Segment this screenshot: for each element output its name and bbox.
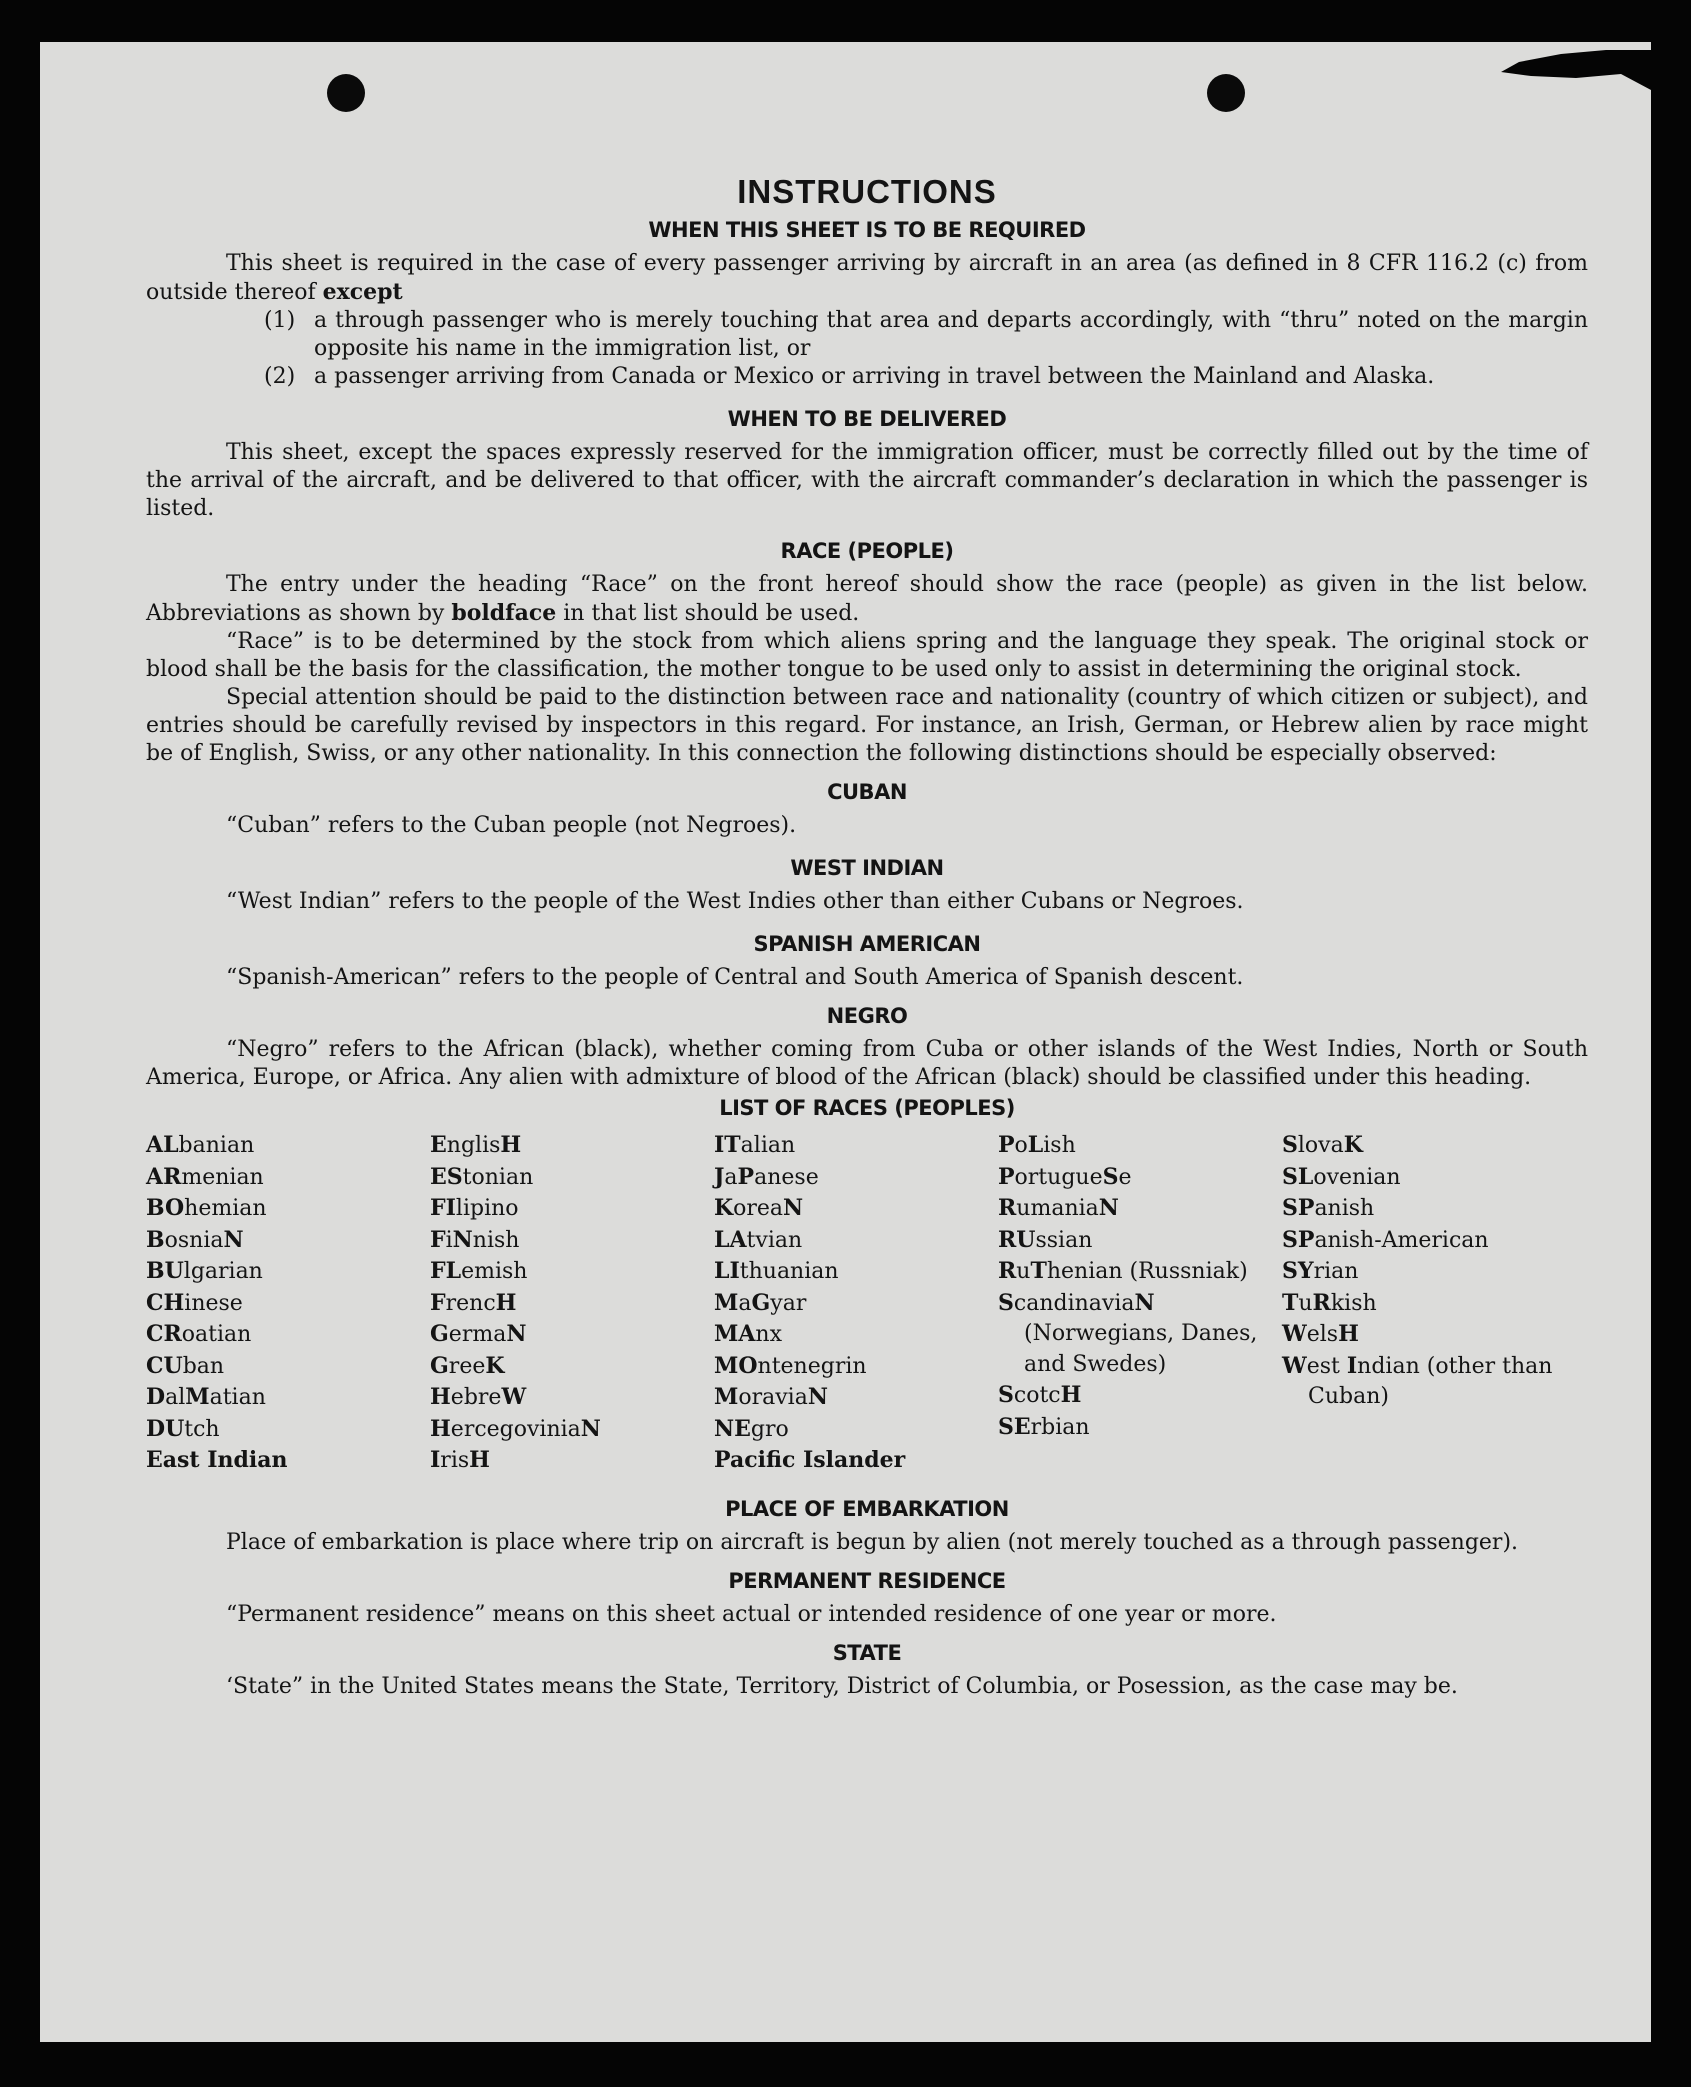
race-text: orea	[733, 1196, 784, 1221]
race-abbreviation: F	[430, 1226, 446, 1253]
race-entry	[714, 1256, 998, 1288]
heading-negro: NEGRO	[826, 1004, 908, 1028]
exception-item-1: (1) a through passenger who is merely touching that area and departs accordingly, with “thru” noted on the margin opposite his name in the immigration list, or	[264, 308, 1588, 361]
race-text: ssian	[1035, 1227, 1093, 1253]
race-entry	[1282, 1130, 1566, 1162]
spanish-american-text: “Spanish-American” refers to the people of Central and South America of Spanish descent.	[226, 965, 1244, 990]
race-text: ovenian	[1313, 1164, 1401, 1190]
race-text: candinavia	[1013, 1290, 1135, 1316]
race-text: o	[1014, 1133, 1028, 1158]
race-abbreviation: S	[1282, 1132, 1298, 1158]
race-abbreviation: N	[506, 1321, 527, 1347]
race-entry	[714, 1319, 998, 1351]
race-entry	[998, 1162, 1282, 1194]
race-text: ortugue	[1014, 1164, 1103, 1190]
race-entry	[146, 1225, 430, 1257]
race-abbreviation: H	[430, 1384, 451, 1410]
race-entry	[430, 1351, 714, 1383]
race-entry	[1282, 1162, 1566, 1194]
race-entry	[998, 1380, 1282, 1412]
race-text: anish	[1314, 1196, 1375, 1221]
race-entry	[430, 1445, 714, 1477]
race-entry	[146, 1193, 430, 1225]
race-text: anish-American	[1314, 1227, 1489, 1253]
race-text: oatian	[181, 1322, 252, 1347]
race-text: tvian	[746, 1227, 803, 1253]
permanent-residence-text: “Permanent residence” means on this sheet actual or intended residence of one year or more.	[226, 1601, 1277, 1627]
race-entry	[714, 1414, 998, 1446]
race-text: gro	[750, 1416, 789, 1442]
race-abbreviation: R	[998, 1258, 1017, 1284]
race-text: yar	[770, 1290, 807, 1316]
race-entry	[430, 1162, 714, 1194]
race-entry	[714, 1225, 998, 1257]
place-of-embarkation-text: Place of embarkation is place where trip on aircraft is begun by alien (not merely touched as a through passenger).	[226, 1529, 1519, 1555]
page-title: INSTRUCTIONS	[737, 173, 997, 210]
race-text: banian	[178, 1133, 255, 1158]
race-entry	[1282, 1193, 1566, 1225]
race-entry	[1282, 1256, 1566, 1288]
race-text: els	[1306, 1322, 1339, 1347]
race-abbreviation: F	[430, 1289, 446, 1316]
race-entry	[146, 1382, 430, 1414]
cuban-text: “Cuban” refers to the Cuban people (not Negroes).	[226, 813, 797, 838]
race-text: i	[445, 1227, 453, 1253]
heading-place-of-embarkation: PLACE OF EMBARKATION	[725, 1496, 1009, 1521]
race-paragraph-3: Special attention should be paid to the distinction between race and nationality (country of which citizen or subject), and entries should be carefully revised by inspectors in this regard. For instance, an Irish, German, or Hebrew alien by race might be of English, Swiss, or any other nationality. In this connection the following distinctions should be especially observed:	[146, 685, 1588, 766]
race-text: alian	[740, 1133, 796, 1158]
race-abbreviation: FL	[430, 1258, 462, 1284]
race-text: (Norwegians, Danes, and Swedes)	[1024, 1321, 1258, 1377]
race-abbreviation: N	[1134, 1289, 1155, 1316]
race-abbreviation: P	[737, 1163, 755, 1190]
race-text: tch	[184, 1416, 220, 1442]
race-entry	[146, 1288, 430, 1320]
race-abbreviation: G	[751, 1289, 771, 1316]
race-text: rbian	[1030, 1414, 1090, 1440]
race-abbreviation: S	[998, 1289, 1014, 1316]
race-abbreviation: S	[998, 1382, 1014, 1408]
races-column	[146, 1130, 430, 1477]
race-text: oravia	[738, 1385, 808, 1410]
race-entry	[430, 1414, 714, 1446]
race-entry	[1282, 1319, 1566, 1351]
race-abbreviation: L	[1027, 1132, 1044, 1158]
race-text: ndian (other than Cuban)	[1308, 1353, 1553, 1409]
race-abbreviation: FI	[430, 1195, 456, 1221]
race-abbreviation: MO	[714, 1352, 758, 1379]
race-text: nish	[472, 1227, 520, 1253]
race-text: nglis	[446, 1133, 501, 1158]
race-text: renc	[445, 1290, 496, 1316]
race-abbreviation: G	[430, 1352, 449, 1379]
race-text: anese	[754, 1164, 819, 1190]
race-paragraph-2: “Race” is to be determined by the stock from which aliens spring and the language they speak. The original stock or blood shall be the basis for the classification, the mother tongue to be used only to assist in determining the original stock.	[146, 629, 1588, 682]
race-abbreviation: DU	[146, 1415, 185, 1442]
race-entry	[430, 1288, 714, 1320]
race-text: ercegovinia	[450, 1416, 581, 1442]
race-entry	[146, 1351, 430, 1383]
race-entry	[430, 1319, 714, 1351]
race-abbreviation: BU	[146, 1258, 184, 1284]
race-text: ban	[182, 1353, 225, 1379]
race-abbreviation: B	[146, 1226, 165, 1253]
race-entry	[430, 1225, 714, 1257]
race-entry	[430, 1193, 714, 1225]
race-abbreviation: CR	[146, 1321, 182, 1347]
race-abbreviation: M	[714, 1384, 739, 1410]
race-entry	[714, 1382, 998, 1414]
race-text: hemian	[184, 1196, 267, 1221]
race-abbreviation: BO	[146, 1195, 185, 1221]
race-text: kish	[1330, 1290, 1377, 1316]
west-indian-text: “West Indian” refers to the people of the West Indies other than either Cubans or Negroes.	[226, 889, 1244, 914]
race-abbreviation: D	[146, 1384, 166, 1410]
race-entry	[998, 1288, 1282, 1381]
race-entry	[146, 1414, 430, 1446]
race-abbreviation: R	[998, 1195, 1017, 1221]
heading-list-of-races: LIST OF RACES (PEOPLES)	[719, 1096, 1015, 1120]
race-abbreviation: K	[1343, 1132, 1363, 1158]
race-abbreviation: W	[1282, 1321, 1307, 1347]
race-entry	[430, 1382, 714, 1414]
race-abbreviation: P	[998, 1163, 1015, 1190]
races-list	[146, 1130, 1588, 1477]
race-abbreviation: T	[1030, 1258, 1047, 1284]
race-entry	[998, 1256, 1282, 1288]
races-column	[998, 1130, 1282, 1477]
race-abbreviation: M	[185, 1384, 210, 1410]
state-text: ‘State” in the United States means the State, Territory, District of Columbia, or Posession, as the case may be.	[226, 1673, 1458, 1699]
race-abbreviation: J	[714, 1163, 725, 1190]
race-abbreviation: S	[1102, 1163, 1119, 1190]
race-text: emish	[461, 1259, 528, 1284]
race-text: ebre	[450, 1385, 502, 1410]
race-abbreviation: AR	[146, 1163, 182, 1190]
race-abbreviation: SY	[1282, 1258, 1314, 1284]
race-entry	[430, 1256, 714, 1288]
race-abbreviation: CU	[146, 1352, 183, 1379]
race-text: cotc	[1013, 1383, 1061, 1408]
race-entry	[714, 1445, 998, 1477]
race-abbreviation: AL	[146, 1132, 179, 1158]
race-entry	[146, 1445, 430, 1477]
document-page	[40, 42, 1651, 2042]
race-abbreviation: H	[1060, 1382, 1082, 1408]
races-column	[714, 1130, 998, 1477]
race-abbreviation: W	[501, 1384, 527, 1410]
race-entry	[998, 1130, 1282, 1162]
heading-race: RACE (PEOPLE)	[780, 539, 954, 563]
race-entry	[1282, 1351, 1566, 1413]
races-column	[430, 1130, 714, 1477]
race-text: inese	[184, 1290, 243, 1316]
race-entry	[998, 1412, 1282, 1444]
race-abbreviation: NE	[714, 1415, 751, 1442]
race-abbreviation: H	[495, 1289, 517, 1316]
race-abbreviation: SE	[998, 1413, 1031, 1440]
race-abbreviation: East Indian	[146, 1447, 288, 1473]
race-abbreviation: N	[223, 1226, 244, 1253]
torn-corner	[1501, 50, 1651, 90]
race-abbreviation: H	[430, 1415, 451, 1442]
race-abbreviation: ES	[430, 1163, 463, 1190]
race-abbreviation: N	[783, 1195, 804, 1221]
race-entry	[714, 1162, 998, 1194]
race-text: erma	[448, 1322, 507, 1347]
race-text: thuanian	[739, 1259, 839, 1284]
race-text: umania	[1016, 1196, 1099, 1221]
heading-cuban: CUBAN	[827, 780, 907, 804]
race-entry	[430, 1130, 714, 1162]
race-text: lgarian	[183, 1259, 263, 1284]
race-abbreviation: H	[469, 1447, 490, 1473]
race-abbreviation: N	[807, 1384, 828, 1410]
heading-when-required: WHEN THIS SHEET IS TO BE REQUIRED	[648, 218, 1086, 242]
race-text: ish	[1043, 1133, 1076, 1158]
race-entry	[146, 1256, 430, 1288]
heading-permanent-residence: PERMANENT RESIDENCE	[728, 1568, 1006, 1593]
race-text: lova	[1297, 1133, 1344, 1158]
race-abbreviation: SP	[1282, 1195, 1315, 1221]
race-abbreviation: T	[1282, 1289, 1299, 1316]
race-abbreviation: R	[1312, 1289, 1331, 1316]
race-entry	[146, 1319, 430, 1351]
race-text: menian	[181, 1164, 264, 1190]
race-text: est	[1306, 1353, 1347, 1379]
race-abbreviation: SL	[1282, 1163, 1314, 1190]
race-entry	[998, 1193, 1282, 1225]
race-abbreviation: M	[714, 1289, 739, 1316]
race-abbreviation: P	[998, 1132, 1015, 1158]
race-abbreviation: I	[430, 1447, 441, 1473]
race-entry	[1282, 1225, 1566, 1257]
race-abbreviation: MA	[714, 1321, 756, 1347]
race-text: ntenegrin	[757, 1353, 867, 1379]
punch-hole-left	[327, 74, 365, 112]
race-abbreviation: IT	[714, 1132, 741, 1158]
heading-spanish-american: SPANISH AMERICAN	[753, 932, 981, 956]
race-abbreviation: RU	[998, 1226, 1036, 1253]
race-text: ree	[448, 1353, 486, 1379]
document-body	[146, 172, 1588, 1701]
race-abbreviation: G	[430, 1321, 449, 1347]
race-entry	[714, 1130, 998, 1162]
race-entry	[1282, 1288, 1566, 1320]
race-text: rian	[1313, 1259, 1359, 1284]
punch-hole-right	[1207, 74, 1245, 112]
race-abbreviation: N	[452, 1226, 473, 1253]
race-abbreviation: CH	[146, 1289, 185, 1316]
race-abbreviation: Pacific Islander	[714, 1447, 906, 1473]
race-abbreviation: H	[500, 1132, 522, 1158]
race-abbreviation: K	[485, 1352, 505, 1379]
race-text: u	[1016, 1259, 1031, 1284]
race-text: a	[724, 1164, 738, 1190]
race-abbreviation: E	[430, 1132, 447, 1158]
race-text: henian (Russniak)	[1046, 1259, 1248, 1284]
race-abbreviation: LA	[714, 1226, 747, 1253]
race-text: nx	[755, 1322, 782, 1347]
race-abbreviation: LI	[714, 1258, 740, 1284]
races-column	[1282, 1130, 1566, 1477]
race-text: atian	[209, 1385, 266, 1410]
race-text: u	[1298, 1290, 1313, 1316]
race-text: osnia	[164, 1227, 224, 1253]
heading-when-delivered: WHEN TO BE DELIVERED	[727, 407, 1007, 431]
race-entry	[146, 1162, 430, 1194]
when-required-intro: This sheet is required in the case of every passenger arriving by aircraft in an area (as defined in 8 CFR 116.2 (c) from outside thereof except	[146, 251, 1588, 305]
race-entry	[714, 1288, 998, 1320]
race-text: a	[738, 1290, 752, 1316]
heading-west-indian: WEST INDIAN	[790, 856, 944, 880]
race-entry	[146, 1130, 430, 1162]
race-abbreviation: H	[1338, 1321, 1359, 1347]
race-entry	[714, 1193, 998, 1225]
race-text: e	[1118, 1164, 1132, 1190]
race-abbreviation: I	[1346, 1352, 1358, 1379]
when-delivered-text: This sheet, except the spaces expressly reserved for the immigration officer, must be correctly filled out by the time of the arrival of the aircraft, and be delivered to that officer, with the aircraft commander’s declaration in which the passenger is listed.	[146, 440, 1588, 521]
race-paragraph-1: The entry under the heading “Race” on the front hereof should show the race (people) as given in the list below. Abbreviations as shown by boldface in that list should be used.	[146, 572, 1588, 626]
heading-state: STATE	[832, 1640, 902, 1665]
race-abbreviation: N	[580, 1415, 601, 1442]
exception-item-2: (2) a passenger arriving from Canada or Mexico or arriving in travel between the Mainland and Alaska.	[264, 364, 1435, 389]
race-text: lipino	[455, 1196, 519, 1221]
race-abbreviation: N	[1098, 1195, 1119, 1221]
race-abbreviation: W	[1282, 1352, 1307, 1379]
race-text: ris	[440, 1448, 470, 1473]
race-text: tonian	[462, 1164, 534, 1190]
race-abbreviation: K	[714, 1195, 734, 1221]
race-entry	[998, 1225, 1282, 1257]
race-text: al	[165, 1385, 186, 1410]
race-abbreviation: SP	[1282, 1226, 1315, 1253]
negro-text: “Negro” refers to the African (black), whether coming from Cuba or other islands of the West Indies, North or South America, Europe, or Africa. Any alien with admixture of blood of the African (black) should be classified under this heading.	[146, 1037, 1588, 1090]
race-entry	[714, 1351, 998, 1383]
